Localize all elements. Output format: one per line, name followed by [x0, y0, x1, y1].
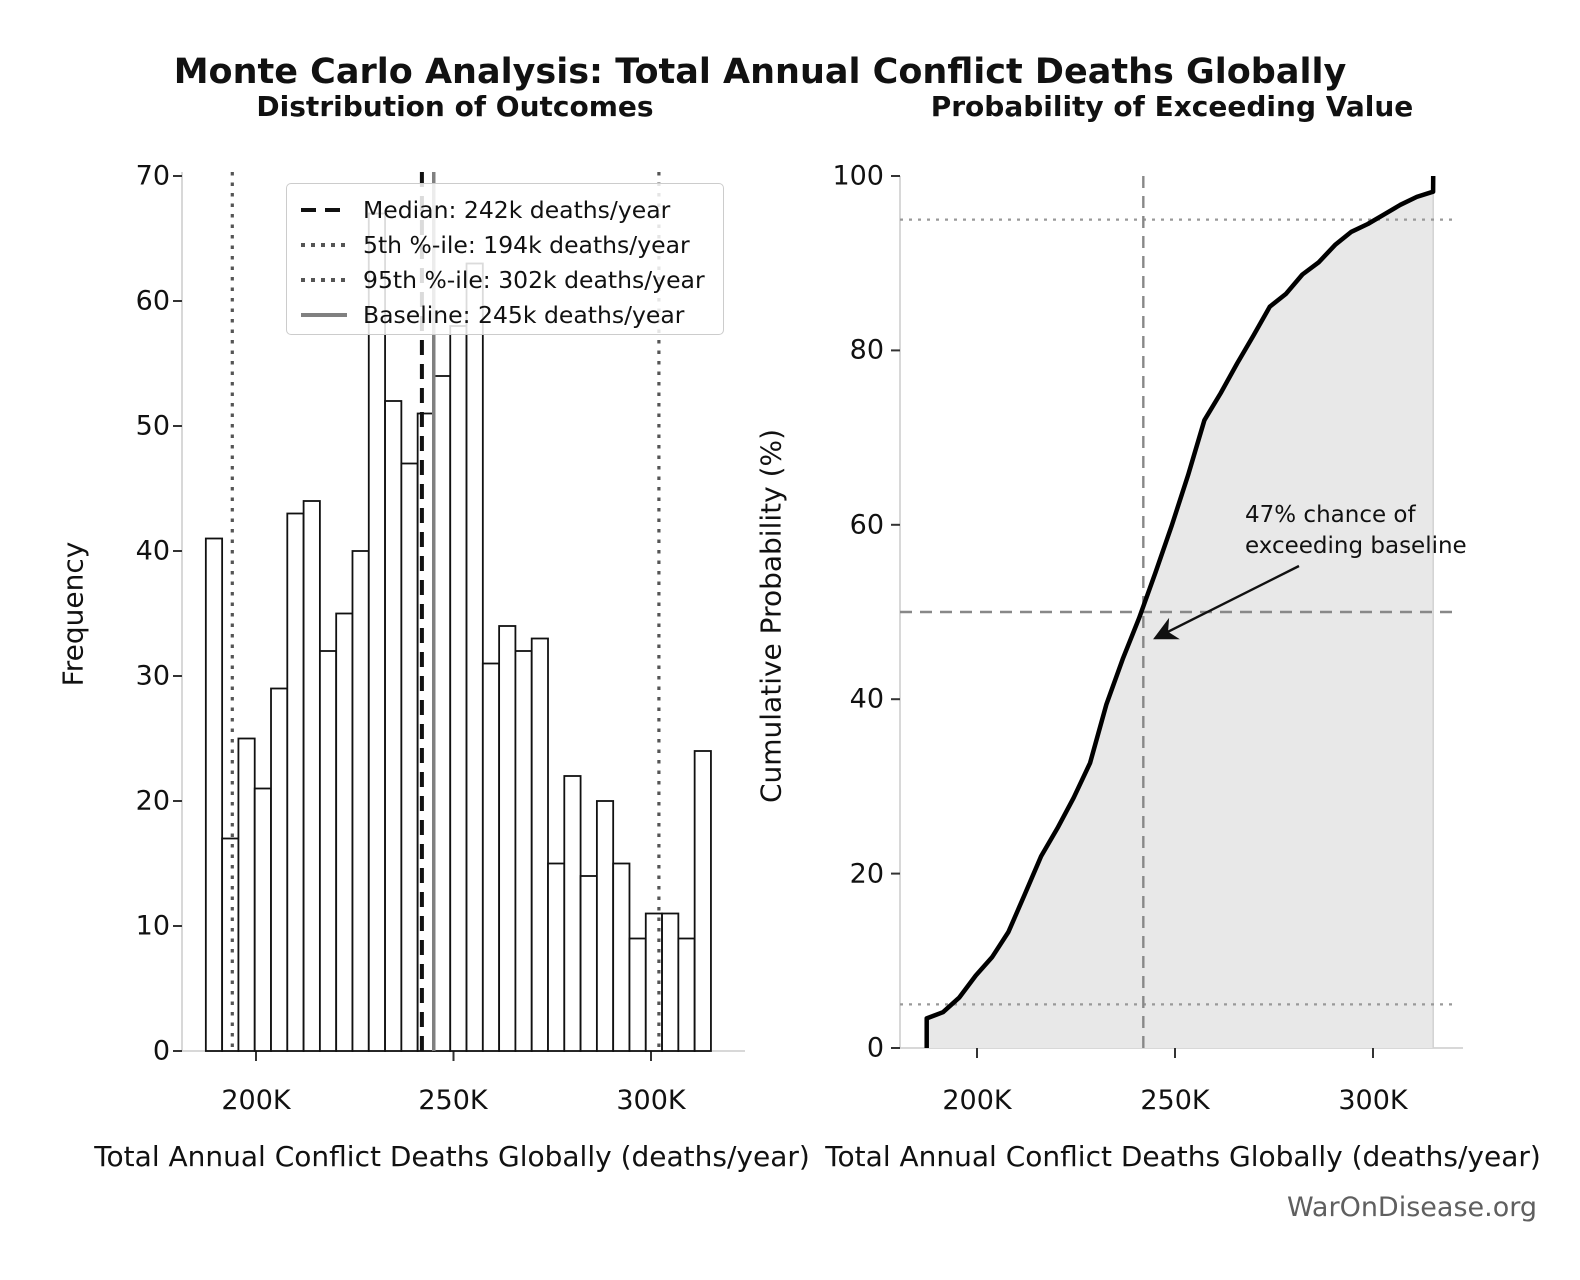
legend-item-label: 95th %-ile: 302k deaths/year	[363, 266, 705, 294]
cdf-chart-title: Probability of Exceeding Value	[930, 90, 1414, 123]
legend-item-label: 5th %-ile: 194k deaths/year	[363, 231, 690, 259]
annotation-line-2: exceeding baseline	[1245, 533, 1467, 559]
hist-x-tick-label: 300K	[616, 1085, 686, 1116]
hist-x-tick-label: 200K	[221, 1085, 291, 1116]
cdf-x-tick-label: 200K	[942, 1085, 1012, 1116]
dotted-line-swatch-icon	[301, 243, 347, 247]
hist-y-tick-label: 50	[135, 410, 170, 442]
histogram-bar	[304, 501, 320, 1051]
histogram-bar	[613, 864, 629, 1052]
histogram-bar	[629, 939, 645, 1052]
cdf-y-tick-label: 60	[849, 509, 884, 541]
cdf-y-tick-label: 20	[849, 858, 884, 890]
cdf-y-tick-label: 40	[849, 683, 884, 715]
hist-x-axis-label: Total Annual Conflict Deaths Globally (deaths/year)	[94, 1140, 810, 1173]
histogram-bar	[222, 839, 238, 1052]
histogram-bar	[206, 539, 222, 1052]
legend-item-median	[301, 192, 670, 228]
legend-item-95th-percentile	[301, 262, 705, 298]
legend-item-label: Baseline: 245k deaths/year	[363, 301, 685, 329]
histogram-bar	[662, 914, 678, 1052]
cdf-x-axis-label: Total Annual Conflict Deaths Globally (deaths/year)	[825, 1140, 1541, 1173]
cdf-y-axis-label: Cumulative Probability (%)	[754, 428, 788, 804]
dotted-line-swatch-icon	[301, 278, 347, 282]
cdf-annotation	[1245, 500, 1467, 562]
hist-x-tick-label: 250K	[418, 1085, 488, 1116]
histogram-bar	[352, 551, 368, 1051]
hist-y-tick-label: 30	[135, 660, 170, 692]
histogram-bar	[238, 739, 254, 1052]
hist-y-tick-label: 40	[135, 535, 170, 567]
legend-item-label: Median: 242k deaths/year	[363, 196, 671, 224]
histogram-bar	[581, 876, 597, 1051]
histogram-bar	[515, 651, 531, 1051]
histogram-bar	[597, 801, 613, 1051]
legend-item-5th-percentile	[301, 227, 690, 263]
histogram-bar	[532, 639, 548, 1052]
dashed-line-swatch-icon	[301, 208, 347, 212]
figure-title: Monte Carlo Analysis: Total Annual Conflict Deaths Globally	[173, 52, 1347, 92]
hist-y-tick-label: 70	[135, 160, 170, 192]
histogram-bar	[369, 214, 385, 1052]
histogram-bar	[434, 376, 450, 1051]
histogram-bar	[499, 626, 515, 1051]
histogram-bar	[271, 689, 287, 1052]
cdf-y-tick-label: 80	[849, 334, 884, 366]
histogram-bar	[678, 939, 694, 1052]
histogram-bar	[287, 514, 303, 1052]
histogram-bar	[255, 789, 271, 1052]
cdf-y-tick-label: 0	[866, 1032, 884, 1064]
solid-line-swatch-icon	[301, 313, 347, 317]
histogram-bar	[467, 264, 483, 1052]
histogram-legend	[286, 183, 724, 335]
cdf-y-tick-label: 100	[832, 160, 884, 192]
histogram-bar	[695, 751, 711, 1051]
hist-y-tick-label: 0	[152, 1035, 170, 1067]
histogram-bar	[483, 664, 499, 1052]
hist-y-tick-label: 20	[135, 785, 170, 817]
watermark: WarOnDisease.org	[1286, 1192, 1537, 1223]
hist-y-tick-label: 10	[135, 910, 170, 942]
histogram-bar	[564, 776, 580, 1051]
histogram-bar	[385, 401, 401, 1051]
cdf-x-tick-label: 250K	[1140, 1085, 1210, 1116]
legend-item-baseline	[301, 297, 684, 333]
histogram-bar	[336, 614, 352, 1052]
histogram-bar	[320, 651, 336, 1051]
cdf-x-tick-label: 300K	[1338, 1085, 1408, 1116]
hist-y-tick-label: 60	[135, 285, 170, 317]
hist-y-axis-label: Frequency	[56, 541, 90, 687]
annotation-line-1: 47% chance of	[1245, 502, 1416, 528]
histogram-bar	[548, 864, 564, 1052]
histogram-bar	[450, 326, 466, 1051]
histogram-bar	[401, 464, 417, 1052]
histogram-title: Distribution of Outcomes	[256, 90, 654, 123]
